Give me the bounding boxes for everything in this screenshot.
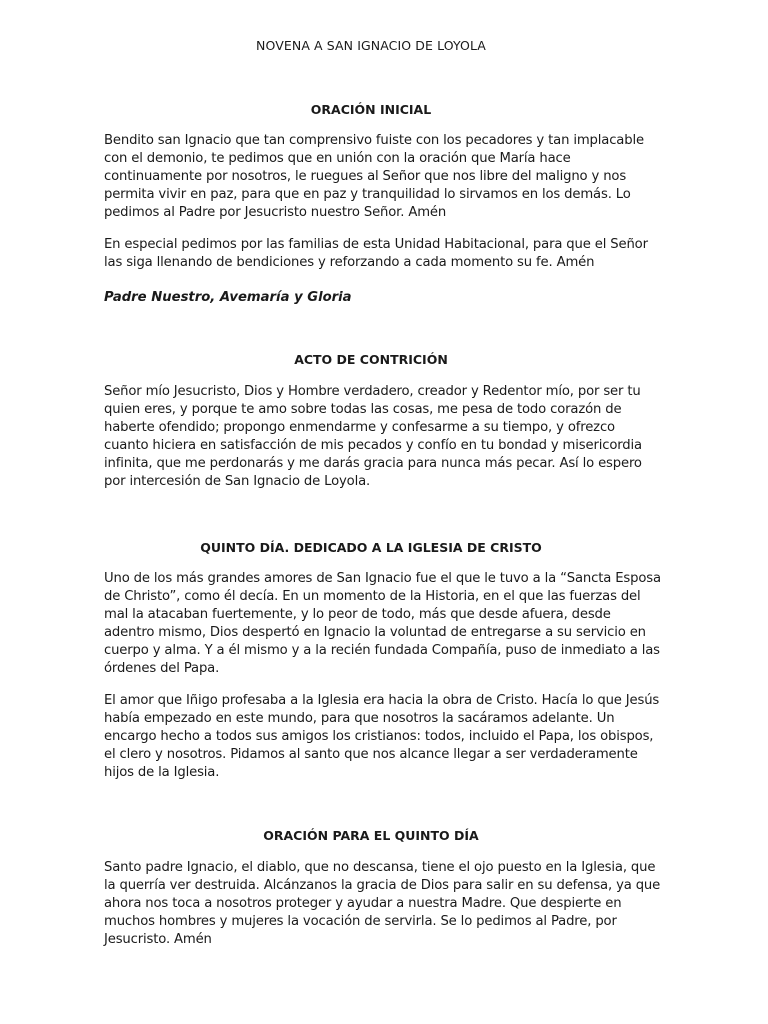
text-line: cuanto hiciera en satisfacción de mis pecados y confío en tu bondad y misericordia <box>104 437 642 453</box>
heading-oracion-inicial: ORACIÓN INICIAL <box>310 102 432 117</box>
text-line: continuamente por nosotros, le ruegues al Señor que nos libre del maligno y nos <box>104 168 627 184</box>
text-line: las siga llenando de bendiciones y reforzando a cada momento su fe. Amén <box>104 254 595 270</box>
text-line: muchos hombres y mujeres la vocación de servirla. Se lo pedimos al Padre, por <box>104 913 617 929</box>
paragraph-acto-contricion <box>104 383 644 490</box>
paragraph-quinto-dia-1 <box>104 570 661 677</box>
text-line: adentro mismo, Dios despertó en Ignacio la voluntad de entregarse a su servicio en <box>104 624 646 640</box>
text-line: quien eres, y porque te amo sobre todas las cosas, me pesa de todo corazón de <box>104 401 622 417</box>
text-line: mal la atacaban fuertemente, y lo peor de todo, más que desde afuera, desde <box>104 606 611 622</box>
text-line: En especial pedimos por las familias de esta Unidad Habitacional, para que el Señor <box>104 237 648 252</box>
text-line: Uno de los más grandes amores de San Ignacio fue el que le tuvo a la “Sancta Esposa <box>104 571 661 586</box>
text-line: ahora nos toca a nosotros proteger y ayudar a nuestra Madre. Que despierte en <box>104 895 622 911</box>
text-line: pedimos al Padre por Jesucristo nuestro Señor. Amén <box>104 204 447 220</box>
heading-acto-contricion: ACTO DE CONTRICIÓN <box>294 352 448 367</box>
paragraph-oracion-inicial-2 <box>104 236 648 272</box>
heading-oracion-quinto-dia: ORACIÓN PARA EL QUINTO DÍA <box>263 828 479 843</box>
text-line: el clero y nosotros. Pidamos al santo que nos alcance llegar a ser verdaderamente <box>104 746 638 762</box>
text-line: había empezado en este mundo, para que nosotros la sacáramos adelante. Un <box>104 710 615 726</box>
text-line: El amor que Iñigo profesaba a la Iglesia era hacia la obra de Cristo. Hacía lo que Jesús <box>104 693 660 708</box>
text-line: órdenes del Papa. <box>104 660 220 676</box>
prayers-line: Padre Nuestro, Avemaría y Gloria <box>104 290 352 305</box>
text-line: con el demonio, te pedimos que en unión con la oración que María hace <box>104 150 571 166</box>
text-line: Bendito san Ignacio que tan comprensivo fuiste con los pecadores y tan implacable <box>104 133 644 148</box>
text-line: Jesucristo. Amén <box>104 931 212 947</box>
text-line: hijos de la Iglesia. <box>104 764 220 780</box>
paragraph-oracion-quinto-dia <box>104 859 661 949</box>
text-line: haberte ofendido; propongo enmendarme y confesarme a su tiempo, y ofrezco <box>104 419 615 435</box>
text-line: de Christo”, como él decía. En un momento de la Historia, en el que las fuerzas del <box>104 588 641 604</box>
text-line: por intercesión de San Ignacio de Loyola. <box>104 473 371 489</box>
text-line: la querría ver destruida. Alcánzanos la gracia de Dios para salir en su defensa, ya que <box>104 877 661 893</box>
text-line: encargo hecho a todos sus amigos los cristianos: todos, incluido el Papa, los obispos, <box>104 728 654 744</box>
text-line: Santo padre Ignacio, el diablo, que no descansa, tiene el ojo puesto en la Iglesia, que <box>104 860 656 875</box>
paragraph-oracion-inicial-1 <box>104 132 644 222</box>
document-title: NOVENA A SAN IGNACIO DE LOYOLA <box>256 38 486 53</box>
text-line: infinita, que me perdonarás y me darás gracia para nunca más pecar. Así lo espero <box>104 455 642 471</box>
paragraph-quinto-dia-2 <box>104 692 660 782</box>
text-line: Señor mío Jesucristo, Dios y Hombre verdadero, creador y Redentor mío, por ser tu <box>104 384 641 399</box>
heading-quinto-dia: QUINTO DÍA. DEDICADO A LA IGLESIA DE CRISTO <box>200 540 542 555</box>
text-line: cuerpo y alma. Y a él mismo y a la recién fundada Compañía, puso de inmediato a las <box>104 642 660 658</box>
text-line: permita vivir en paz, para que en paz y tranquilidad lo sirvamos en los demás. Lo <box>104 186 631 202</box>
